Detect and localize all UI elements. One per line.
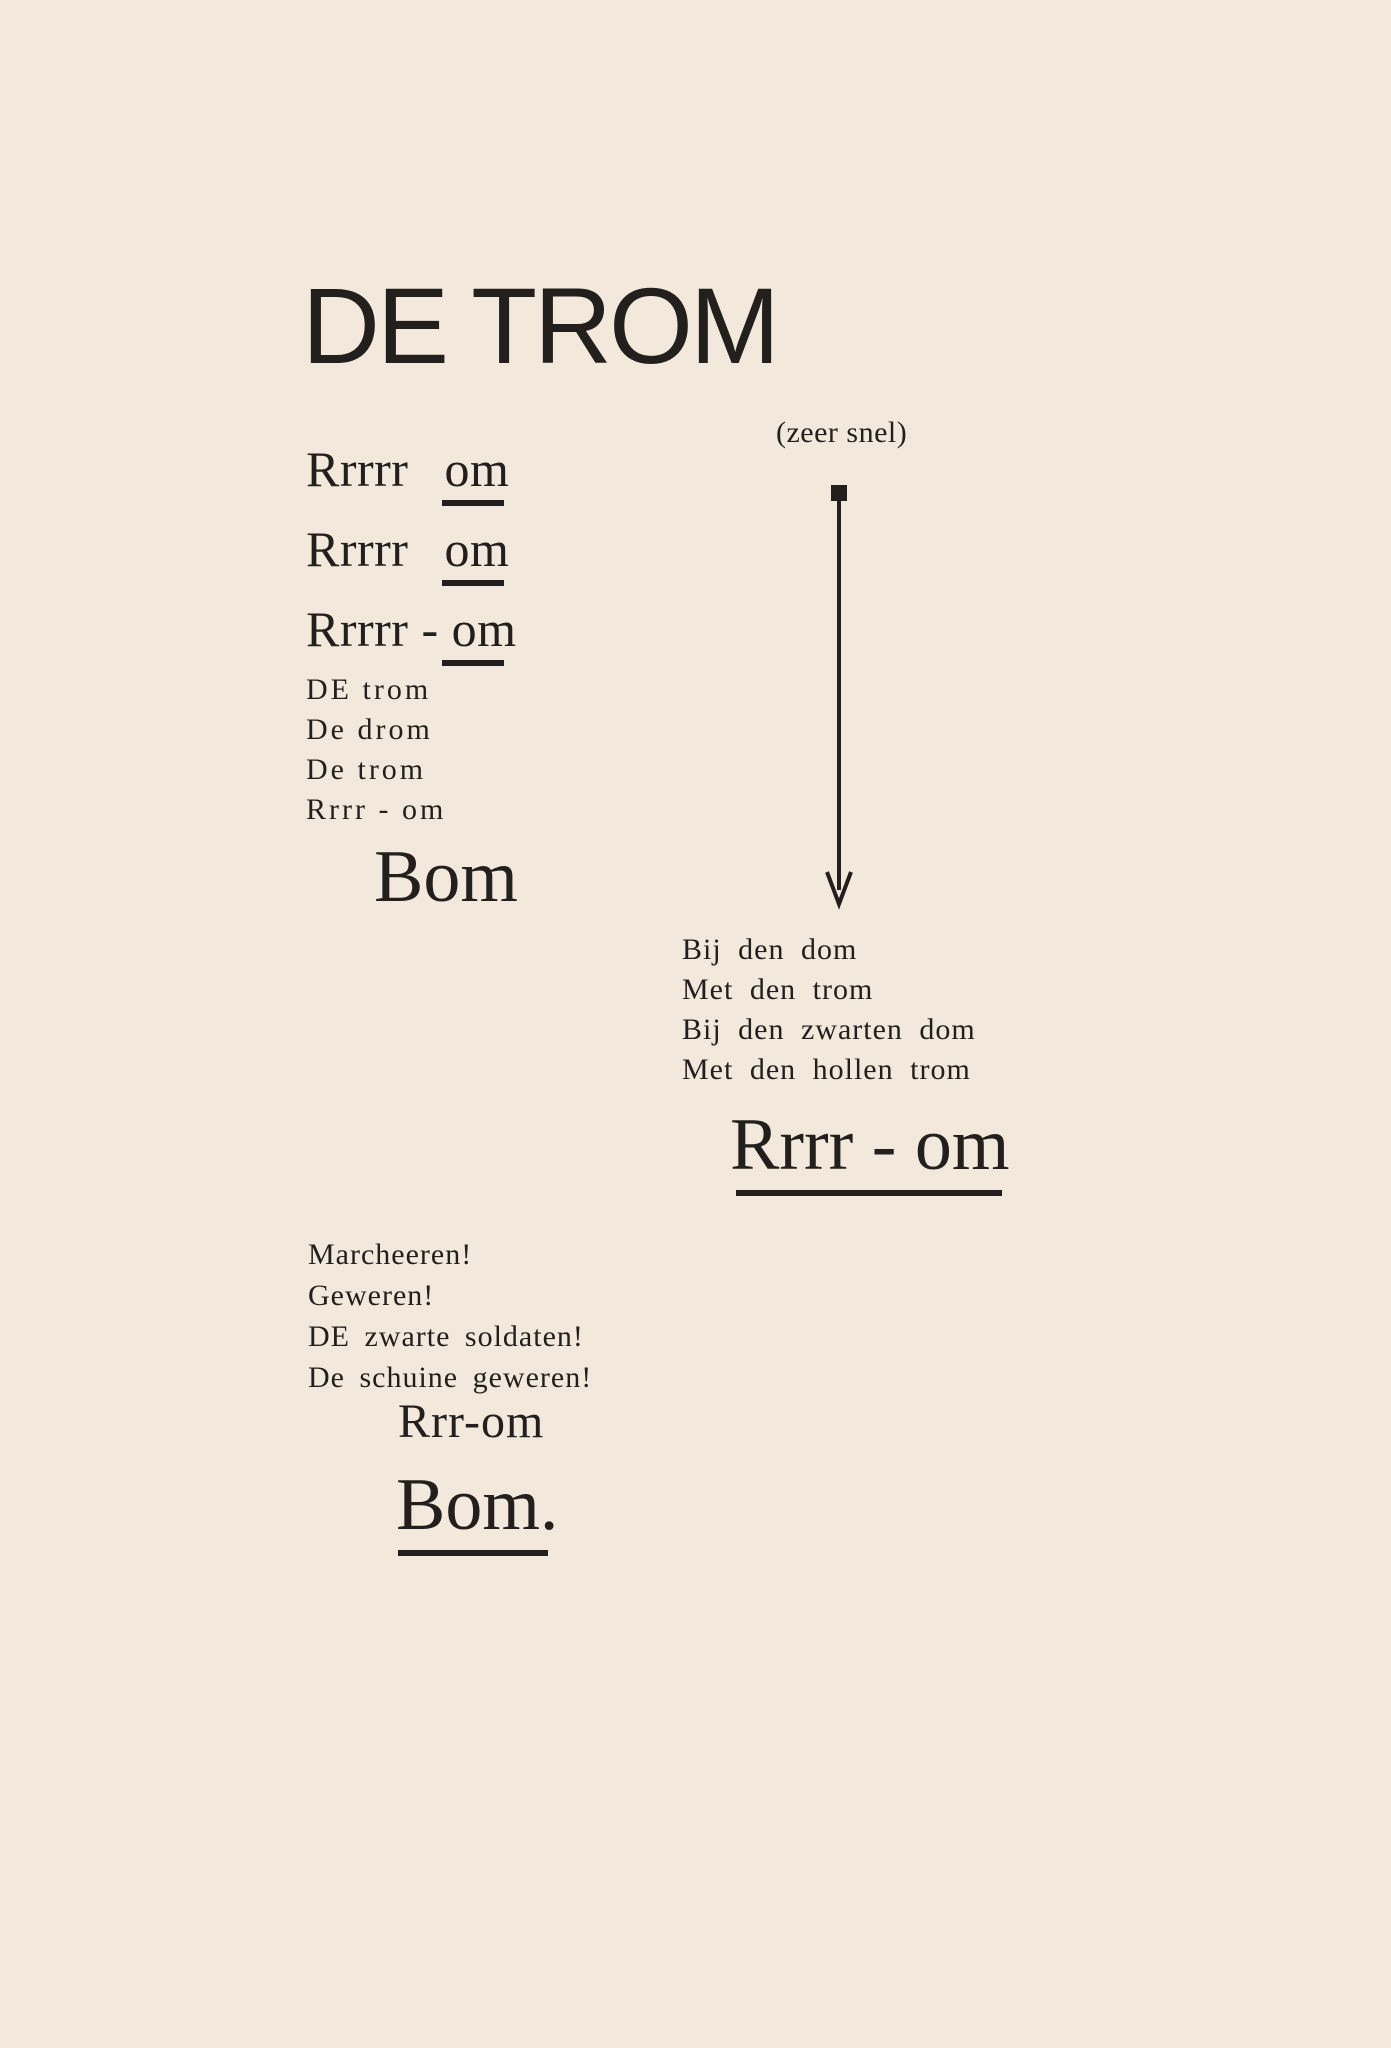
opening-line-1-right: om — [444, 441, 510, 497]
bom-final: Bom. — [396, 1464, 559, 1546]
tempo-marking: (zeer snel) — [776, 416, 908, 449]
underline-bar-bom — [398, 1550, 548, 1556]
opening-line-3-left: Rrrrr - — [306, 601, 439, 657]
bom-first: Bom — [374, 836, 518, 918]
underline-bar-rrrr — [736, 1190, 1002, 1196]
right-verse-line: Met den hollen trom — [682, 1053, 971, 1086]
small-verse-block — [306, 670, 446, 830]
opening-line-1-left: Rrrrr — [306, 441, 409, 497]
right-verse-line: Bij den dom — [682, 933, 858, 966]
right-verse-line: Bij den zwarten dom — [682, 1013, 976, 1046]
down-arrow-icon — [818, 480, 862, 910]
opening-line-3 — [306, 601, 517, 657]
march-verse-block — [308, 1234, 592, 1398]
rrrr-om-large: Rrrr - om — [730, 1104, 1010, 1186]
underline-bar-1 — [442, 500, 504, 506]
opening-line-3-right: om — [451, 601, 517, 657]
opening-line-2-left: Rrrrr — [306, 521, 409, 577]
right-verse-line: Met den trom — [682, 973, 874, 1006]
underline-bar-3 — [442, 660, 504, 666]
march-verse-line: De schuine geweren! — [308, 1361, 593, 1394]
march-verse-line: DE zwarte soldaten! — [308, 1320, 584, 1353]
right-verse-block — [682, 930, 976, 1090]
poem-title: DE TROM — [302, 265, 778, 386]
underline-bar-2 — [442, 580, 504, 586]
small-verse-line: DE trom — [306, 673, 432, 706]
small-verse-line: Rrrr - om — [306, 793, 447, 826]
rrr-om-small: Rrr-om — [398, 1395, 545, 1448]
march-verse-line: Marcheeren! — [308, 1238, 473, 1271]
opening-line-1 — [306, 441, 510, 497]
opening-line-2-right: om — [444, 521, 510, 577]
small-verse-line: De trom — [306, 753, 427, 786]
opening-line-2 — [306, 521, 510, 577]
march-verse-line: Geweren! — [308, 1279, 435, 1312]
small-verse-line: De drom — [306, 713, 433, 746]
